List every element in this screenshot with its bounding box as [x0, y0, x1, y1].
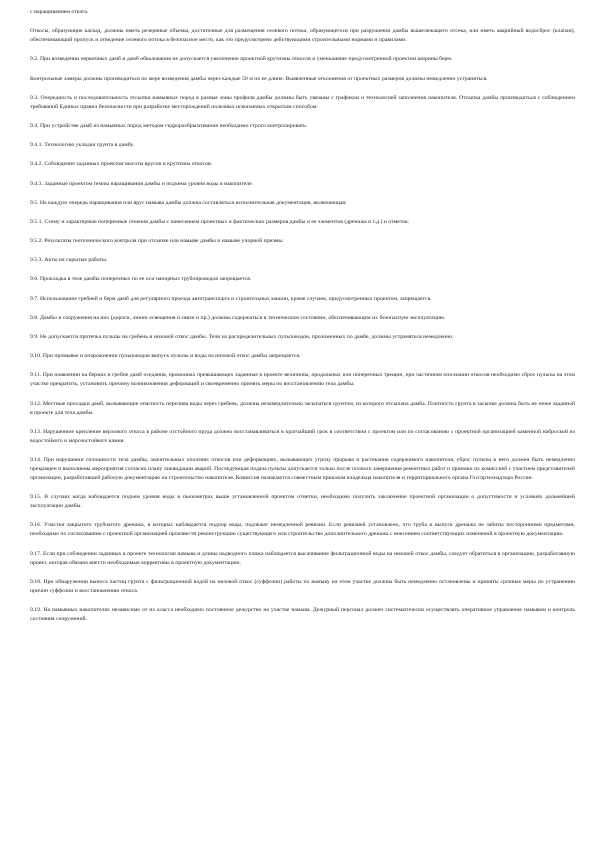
paragraph-12: 9.5.3. Акты на скрытые работы. — [30, 257, 108, 264]
paragraph-8: 9.4.3. Заданные проектом темпы наращивания дамбы и подъема уровня воды в накопителе. — [30, 180, 254, 187]
paragraph-14: 9.7. Использование гребней и берм дамб для регулярного проезда автотранспорта и строительных машин, кроме случаев, предусмотренных проектом, запрещается. — [30, 295, 432, 302]
paragraph-10: 9.5.1. Схему и характерные поперечные сечения дамбы с нанесением проектных и фактических размеров дамбы и ее элементов (дренажа и т.д.) и отметок. — [30, 218, 410, 225]
paragraph-4: 9.3. Очередность и последовательность отсыпки намывных пород в разные зоны профиля дамбы должны быть увязаны с графиком и технологией заполнения накопителя. Отсыпка дамбы производиться с соблюдением требований Единых правил безопасности при разработке месторождений полезных ископаемых открытым способом. — [30, 94, 575, 110]
paragraph-19: 9.12. Местные просадки дамб, вызывающие опасность перелива воды через гребень, должны незамедлительно засыпаться грунтом, из которого отсыпана дамба. Плотность грунта в засыпке должна быть не ниже заданной в проекте для тела дамбы. — [30, 400, 575, 416]
paragraph-13: 9.6. Прокладка в теле дамбы поперечных по ее оси напорных трубопроводов запрещается. — [30, 276, 252, 283]
paragraph-3: Контрольные замеры должны производиться по мере возведения дамбы через каждые 50 м по ее длине. Выявленные отклонения от проектных размеров должны немедленно устраняться. — [30, 75, 488, 82]
paragraph-0: с наращиванием отката. — [30, 9, 89, 15]
paragraph-15: 9.8. Дамбы и сооружения на них (дороги, линии освещения и связи и пр.) должны содержаться в техническом состоянии, обеспечивающем их безопасную эксплуатацию. — [30, 314, 446, 321]
paragraph-5: 9.4. При устройстве дамб из намывных пород методом гидроразбрызгивания необходимо строго контролировать: — [30, 122, 308, 129]
paragraph-1: Откосы, образующие каскад, должны иметь резервные объемы, достаточные для размещения селевого потока, образующегося при разрушении дамбы вышележащего отсека, или иметь аварийный водосброс (клапан), обеспечивающий пропуск и отведение селевого потока в безопасное место, как это предусмотрено действующими строительными нормами и правилами. — [30, 28, 575, 44]
paragraph-21: 9.14. При нарушении сплошности тела дамбы, значительных оползнях откосов или деформациях, вызывающих угрозу прорыва и растекания содержимого накопителя, сброс пульпы в него должен быть немедленно прекращен и выполнены мероприятия согласно плану ликвидации аварий. Последующая подача пульпы допускается только после полного завершения ремонтных работ и приемки их комиссией с участием представителей организации, разработавшей рабочую документацию на строительство накопителя. Комиссия назначается совместным приказом владельца накопителя и территориального органа Госгортехнадзора России. — [30, 456, 575, 481]
paragraph-24: 9.17. Если при соблюдении заданных в проекте технологии намыва и длины надводного пляжа наблюдается высачивание фильтрационной воды на низовой откос дамбы, следует обратиться в организацию, разработавшую проект, которая обязана внести необходимые коррективы в проектную документацию. — [30, 550, 575, 566]
paragraph-17: 9.10. При промывке и опорожнении пульповодов выпуск пульпы и воды на низовой откос дамбы запрещается. — [30, 353, 301, 360]
paragraph-9: 9.5. На каждую очередь наращивания или ярус намыва дамбы должна составляться исполнительная документация, включающая: — [30, 199, 347, 206]
paragraph-6: 9.4.1. Технологию укладки грунта в дамбу. — [30, 142, 135, 149]
paragraph-18: 9.11. При появлении на бермах и гребне дамб оседания, промоинах превышающих заданные в проекте величины, продольных или поперечных трещин, при частичном оползании откосов необходимо сброс пульпы на этом участке прекратить, установить причину возникновения деформаций и своевременно принять меры по восстановлению тела дамбы. — [30, 372, 575, 388]
paragraph-22: 9.15. В случаях когда наблюдается подъем уровня воды в пьезометрах выше установленной проектом отметки, необходимо получить заключение проектной организации о допустимости и условиях дальнейшей эксплуатации дамбы. — [30, 494, 575, 510]
paragraph-25: 9.18. При обнаружении выноса частиц грунта с фильтрационной водой на низовой откос (суффозии) работы по намыву на этом участке должны быть немедленно остановлены и приняты срочные меры по устранению причин суффозии и восстановлению откоса. — [30, 578, 575, 594]
paragraph-26: 9.19. На намывных накопителях независимо от их класса необходимо постоянное дежурство на участке намыва. Дежурный персонал должен систематически осуществлять оперативное управление намывом и контроль состояния сооружений. — [30, 606, 575, 622]
paragraph-16: 9.9. Не допускается протечка пульпы на гребень и низовой откос дамбы. Течи из распределительных пульповодов, проложенных по дамбе, должны устраняться немедленно. — [30, 334, 454, 340]
paragraph-23: 9.16. Участки закрытого трубчатого дренажа, в которых наблюдается подпор воды, подлежат немедленной ревизии. Если ревизией установлено, что труба и выпуск дренажа не забиты посторонними предметами, необходимо по согласованию с проектной организацией произвести реконструкцию существующего или строительство дополнительного дренажа с внесением соответствующих изменений в проектную документацию. — [30, 522, 575, 538]
paragraph-2: 9.2. При возведении первичных дамб и дамб обвалования не допускается увеличение проектной крутизны откосов и уменьшение предусмотренной проектом ширины берм. — [30, 56, 453, 63]
paragraph-20: 9.13. Нарушенное крепление верхового откоса в районе отстойного пруда должно восстанавливаться в кратчайший срок в соответствии с проектом или по согласованию с проектной организацией каменной наброской из водостойкого и морозостойкого камня. — [30, 428, 575, 444]
paragraph-7: 9.4.2. Соблюдение заданных проектом высоты ярусов и крутизны откосов. — [30, 161, 213, 168]
paragraph-11: 9.5.2. Результаты геотехнического контроля при отсыпке или намыве дамбы и намыве упорной призмы. — [30, 238, 284, 245]
